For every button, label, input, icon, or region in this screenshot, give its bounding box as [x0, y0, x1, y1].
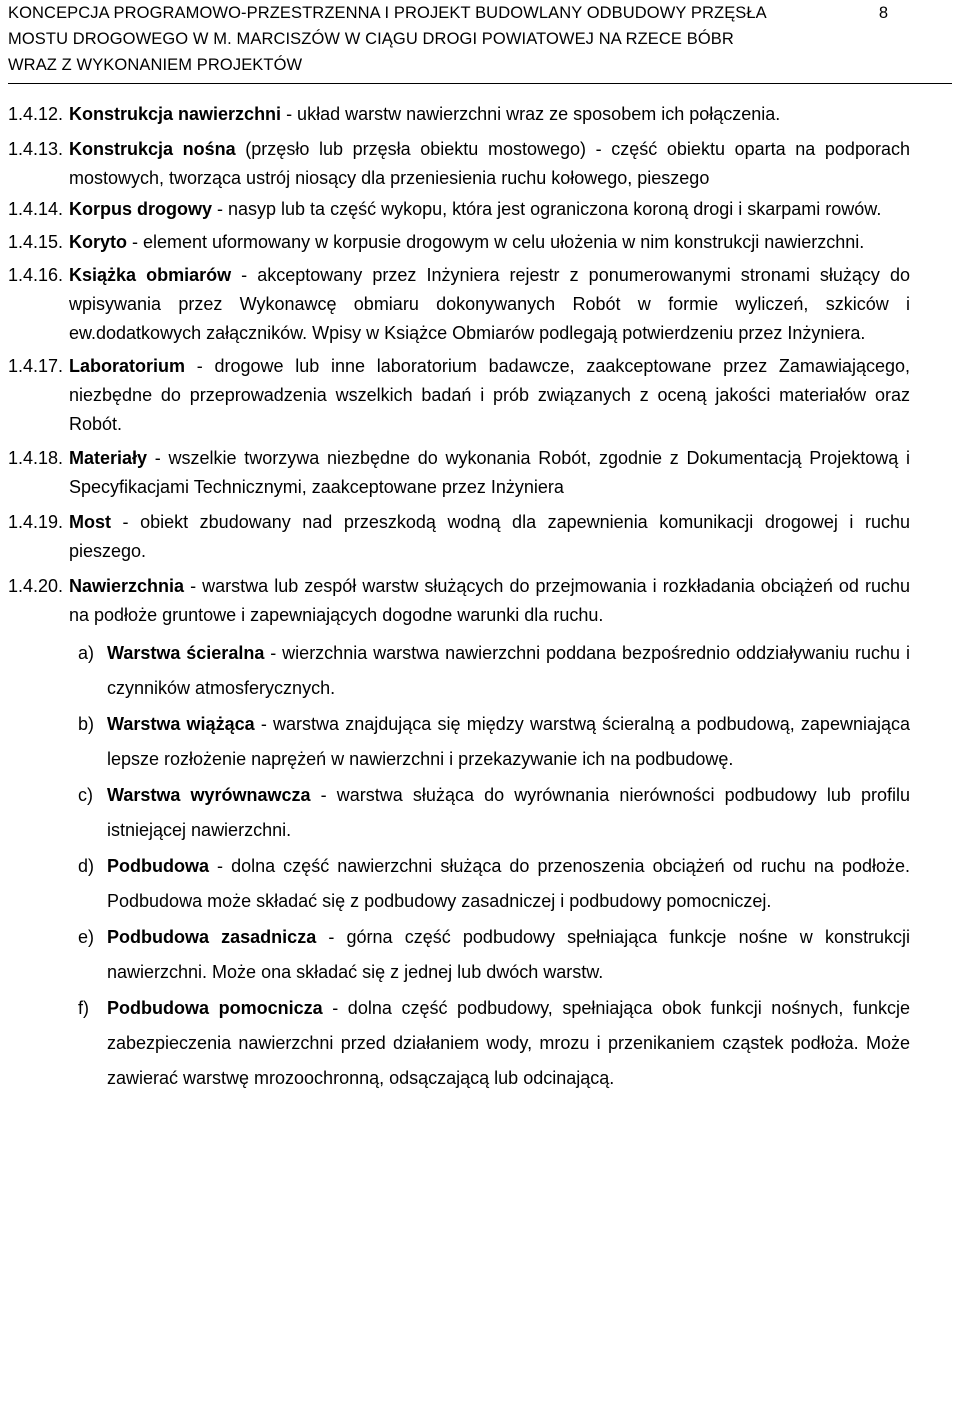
list-letter: b): [78, 714, 95, 734]
entry-term: Konstrukcja nośna: [69, 139, 236, 159]
entry-term: Materiały: [69, 448, 148, 468]
entry-number: 1.4.12.: [8, 104, 64, 124]
definition-entry: [8, 508, 910, 566]
layer-text: - dolna część podbudowy, spełniająca obok funkcji nośnych, funkcje zabezpieczenia nawierzchni przed działaniem wody, mrozu i przenikaniem cząstek podłoża. Może zawierać warstwę mrozoochronną, odsączającą lub odcinającą.: [107, 998, 910, 1088]
layer-text: - górna część podbudowy spełniająca funkcje nośne w konstrukcji nawierzchni. Może ona składać się z jednej lub dwóch warstw.: [107, 927, 910, 982]
layer-definition: [8, 707, 910, 777]
entry-term: Most: [69, 512, 111, 532]
list-letter: d): [78, 856, 95, 876]
entry-number: 1.4.18.: [8, 448, 64, 468]
layer-term: Warstwa wiążąca: [107, 714, 255, 734]
entry-number: 1.4.20.: [8, 576, 64, 596]
entry-term: Książka obmiarów: [69, 265, 232, 285]
entry-number: 1.4.16.: [8, 265, 64, 285]
layer-definition: [8, 849, 910, 919]
entry-term: Konstrukcja nawierzchni: [69, 104, 282, 124]
layer-definition: [8, 636, 910, 706]
definition-entry: [8, 572, 910, 630]
layer-text: - dolna część nawierzchni służąca do przenoszenia obciążeń od ruchu na podłoże. Podbudowa może składać się z podbudowy zasadniczej i podbudowy pomocniczej.: [107, 856, 910, 911]
entry-term: Korpus drogowy: [69, 199, 212, 219]
entry-number: 1.4.14.: [8, 199, 64, 219]
definition-entry: [8, 228, 910, 257]
layer-term: Podbudowa zasadnicza: [107, 927, 317, 947]
layer-term: Podbudowa: [107, 856, 209, 876]
layer-definition: [8, 778, 910, 848]
page-number: 8: [878, 4, 888, 22]
definition-entry: [8, 100, 910, 129]
entry-term: Koryto: [69, 232, 127, 252]
layer-term: Podbudowa pomocnicza: [107, 998, 323, 1018]
definition-entry: [8, 352, 910, 439]
layer-text: - warstwa służąca do wyrównania nierówności podbudowy lub profilu istniejącej nawierzchni.: [107, 785, 910, 840]
header-title-line: KONCEPCJA PROGRAMOWO-PRZESTRZENNA I PROJEKT BUDOWLANY ODBUDOWY PRZĘSŁA: [8, 4, 767, 22]
layer-term: Warstwa ścieralna: [107, 643, 265, 663]
page-header: [8, 0, 952, 78]
entry-text: - nasyp lub ta część wykopu, która jest ograniczona koroną drogi i skarpami rowów.: [212, 199, 882, 219]
list-letter: e): [78, 927, 95, 947]
entry-number: 1.4.19.: [8, 512, 64, 532]
header-title-line: WRAZ Z WYKONANIEM PROJEKTÓW: [8, 56, 303, 74]
entry-text: - warstwa lub zespół warstw służących do przejmowania i rozkładania obciążeń od ruchu na podłoże gruntowe i zapewniających dogodne warunki dla ruchu.: [69, 576, 910, 625]
list-letter: c): [78, 785, 93, 805]
document-body: [8, 100, 910, 1096]
entry-text: - obiekt zbudowany nad przeszkodą wodną dla zapewnienia komunikacji drogowej i ruchu pieszego.: [69, 512, 910, 561]
entry-text: - akceptowany przez Inżyniera rejestr z ponumerowanymi stronami służący do wpisywania przez Wykonawcę obmiaru dokonywanych Robót w formie wyliczeń, szkiców i ew.dodatkowych załączników. Wpisy w Książce Obmiarów podlegają potwierdzeniu przez Inżyniera.: [69, 265, 910, 343]
layer-definition: [8, 991, 910, 1096]
list-letter: a): [78, 643, 95, 663]
definition-entry: [8, 195, 910, 224]
entry-text: - układ warstw nawierzchni wraz ze sposobem ich połączenia.: [281, 104, 781, 124]
definition-entry: [8, 444, 910, 502]
entry-text: - element uformowany w korpusie drogowym w celu ułożenia w nim konstrukcji nawierzchni.: [127, 232, 865, 252]
layer-definition: [8, 920, 910, 990]
header-divider: [8, 83, 952, 84]
entry-text: (przęsło lub przęsła obiektu mostowego) - część obiektu oparta na podporach mostowych, tworząca ustrój niosący dla przeniesienia ruchu kołowego, pieszego: [69, 139, 910, 188]
entry-number: 1.4.13.: [8, 139, 64, 159]
entry-number: 1.4.17.: [8, 356, 64, 376]
layer-text: - wierzchnia warstwa nawierzchni poddana bezpośrednio oddziaływaniu ruchu i czynników atmosferycznych.: [107, 643, 910, 698]
entry-number: 1.4.15.: [8, 232, 64, 252]
entry-term: Laboratorium: [69, 356, 186, 376]
list-letter: f): [78, 998, 89, 1018]
layer-term: Warstwa wyrównawcza: [107, 785, 311, 805]
layer-text: - warstwa znajdująca się między warstwą ścieralną a podbudową, zapewniająca lepsze rozłożenie naprężeń w nawierzchni i przekazywanie ich na podbudowę.: [107, 714, 910, 769]
entry-text: - drogowe lub inne laboratorium badawcze, zaakceptowane przez Zamawiającego, niezbędne do przeprowadzenia wszelkich badań i prób związanych z oceną jakości materiałów oraz Robót.: [69, 356, 910, 434]
entry-term: Nawierzchnia: [69, 576, 185, 596]
header-title-line: MOSTU DROGOWEGO W M. MARCISZÓW W CIĄGU DROGI POWIATOWEJ NA RZECE BÓBR: [8, 30, 734, 48]
definition-entry: [8, 261, 910, 348]
entry-text: - wszelkie tworzywa niezbędne do wykonania Robót, zgodnie z Dokumentacją Projektową i Specyfikacjami Technicznymi, zaakceptowane przez Inżyniera: [69, 448, 910, 497]
definition-entry: [8, 135, 910, 193]
